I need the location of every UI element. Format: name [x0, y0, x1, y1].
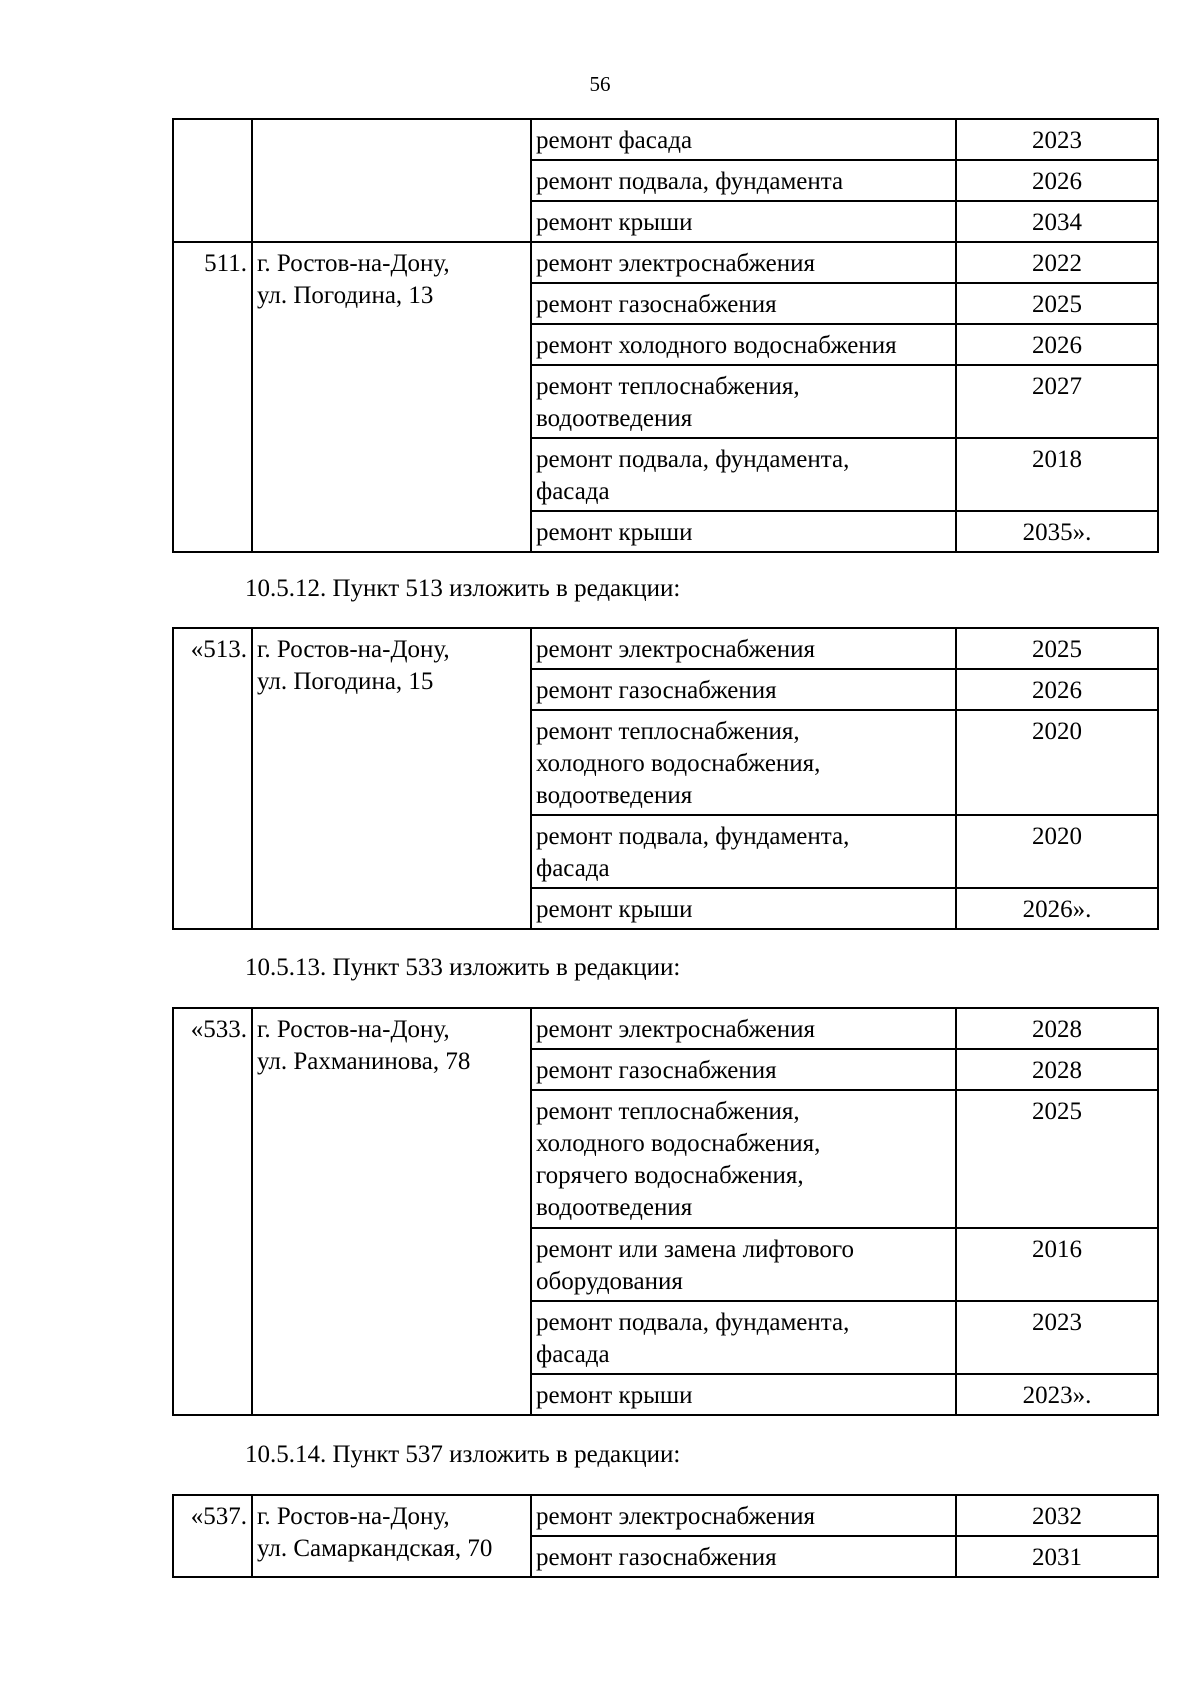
year-cell: 2018: [956, 438, 1158, 511]
year-cell: 2016: [956, 1228, 1158, 1301]
work-cell: ремонт крыши: [531, 888, 956, 929]
work-cell: [531, 1090, 956, 1228]
work-cell: [531, 365, 956, 438]
work-cell: ремонт крыши: [531, 1374, 956, 1415]
work-line: ремонт подвала, фундамента,: [536, 1309, 850, 1336]
table-row: [173, 119, 1158, 160]
table-row: [173, 1008, 1158, 1049]
work-cell: ремонт крыши: [531, 511, 956, 552]
year-cell: 2026: [956, 324, 1158, 365]
year-cell: 2034: [956, 201, 1158, 242]
work-cell: ремонт холодного водоснабжения: [531, 324, 956, 365]
work-cell: [531, 438, 956, 511]
work-cell: ремонт электроснабжения: [531, 628, 956, 669]
work-line: ремонт теплоснабжения,: [536, 373, 800, 400]
amendment-paragraph: 10.5.12. Пункт 513 изложить в редакции:: [245, 575, 681, 602]
work-line: ремонт подвала, фундамента,: [536, 823, 850, 850]
year-cell: 2026: [956, 669, 1158, 710]
year-cell: 2031: [956, 1536, 1158, 1577]
repairs-table-513: [172, 627, 1159, 930]
work-cell: ремонт газоснабжения: [531, 669, 956, 710]
item-number: «533.: [173, 1008, 252, 1415]
year-cell: 2032: [956, 1495, 1158, 1536]
address-cell: [252, 119, 531, 242]
work-line: фасада: [536, 478, 610, 505]
work-line: водоотведения: [536, 782, 693, 809]
work-line: горячего водоснабжения,: [536, 1162, 804, 1189]
work-line: ремонт или замена лифтового: [536, 1236, 854, 1263]
work-cell: ремонт крыши: [531, 201, 956, 242]
work-cell: [531, 1301, 956, 1374]
year-cell: 2025: [956, 628, 1158, 669]
work-line: ремонт теплоснабжения,: [536, 1098, 800, 1125]
work-cell: ремонт электроснабжения: [531, 242, 956, 283]
work-cell: ремонт газоснабжения: [531, 1049, 956, 1090]
year-cell: 2027: [956, 365, 1158, 438]
address-line: ул. Самаркандская, 70: [257, 1535, 493, 1562]
amendment-paragraph: 10.5.13. Пункт 533 изложить в редакции:: [245, 954, 681, 981]
address-cell: [252, 628, 531, 929]
item-number: «513.: [173, 628, 252, 929]
work-line: фасада: [536, 855, 610, 882]
repairs-table-537: [172, 1494, 1159, 1578]
year-cell: 2022: [956, 242, 1158, 283]
work-cell: ремонт газоснабжения: [531, 1536, 956, 1577]
item-number: «537.: [173, 1495, 252, 1577]
address-line: г. Ростов-на-Дону,: [257, 636, 450, 663]
work-line: ремонт подвала, фундамента,: [536, 446, 850, 473]
work-line: водоотведения: [536, 405, 693, 432]
year-cell: 2025: [956, 283, 1158, 324]
table-row: [173, 628, 1158, 669]
address-line: ул. Погодина, 15: [257, 668, 434, 695]
year-cell: 2023: [956, 119, 1158, 160]
work-cell: ремонт газоснабжения: [531, 283, 956, 324]
year-cell: 2023».: [956, 1374, 1158, 1415]
year-cell: 2035».: [956, 511, 1158, 552]
year-cell: 2028: [956, 1008, 1158, 1049]
work-line: оборудования: [536, 1268, 683, 1295]
work-cell: ремонт электроснабжения: [531, 1008, 956, 1049]
work-cell: [531, 815, 956, 888]
year-cell: 2020: [956, 815, 1158, 888]
item-number: 511.: [173, 242, 252, 552]
address-cell: [252, 1495, 531, 1577]
year-cell: 2026».: [956, 888, 1158, 929]
page-number: 56: [589, 72, 611, 96]
year-cell: 2023: [956, 1301, 1158, 1374]
work-cell: ремонт электроснабжения: [531, 1495, 956, 1536]
address-line: ул. Погодина, 13: [257, 282, 434, 309]
work-line: ремонт теплоснабжения,: [536, 718, 800, 745]
repairs-table-511: [172, 118, 1159, 553]
work-line: водоотведения: [536, 1194, 693, 1221]
year-cell: 2026: [956, 160, 1158, 201]
address-line: г. Ростов-на-Дону,: [257, 1016, 450, 1043]
table-row: [173, 242, 1158, 283]
year-cell: 2028: [956, 1049, 1158, 1090]
work-line: холодного водоснабжения,: [536, 750, 821, 777]
num-cell: [173, 119, 252, 242]
address-cell: [252, 1008, 531, 1415]
work-cell: [531, 1228, 956, 1301]
amendment-paragraph: 10.5.14. Пункт 537 изложить в редакции:: [245, 1441, 681, 1468]
work-cell: ремонт подвала, фундамента: [531, 160, 956, 201]
work-line: холодного водоснабжения,: [536, 1130, 821, 1157]
table-row: [173, 1495, 1158, 1536]
work-line: фасада: [536, 1341, 610, 1368]
address-line: г. Ростов-на-Дону,: [257, 250, 450, 277]
address-line: г. Ростов-на-Дону,: [257, 1503, 450, 1530]
work-cell: ремонт фасада: [531, 119, 956, 160]
address-cell: [252, 242, 531, 552]
year-cell: 2020: [956, 710, 1158, 815]
work-cell: [531, 710, 956, 815]
repairs-table-533: [172, 1007, 1159, 1416]
address-line: ул. Рахманинова, 78: [257, 1048, 471, 1075]
year-cell: 2025: [956, 1090, 1158, 1228]
